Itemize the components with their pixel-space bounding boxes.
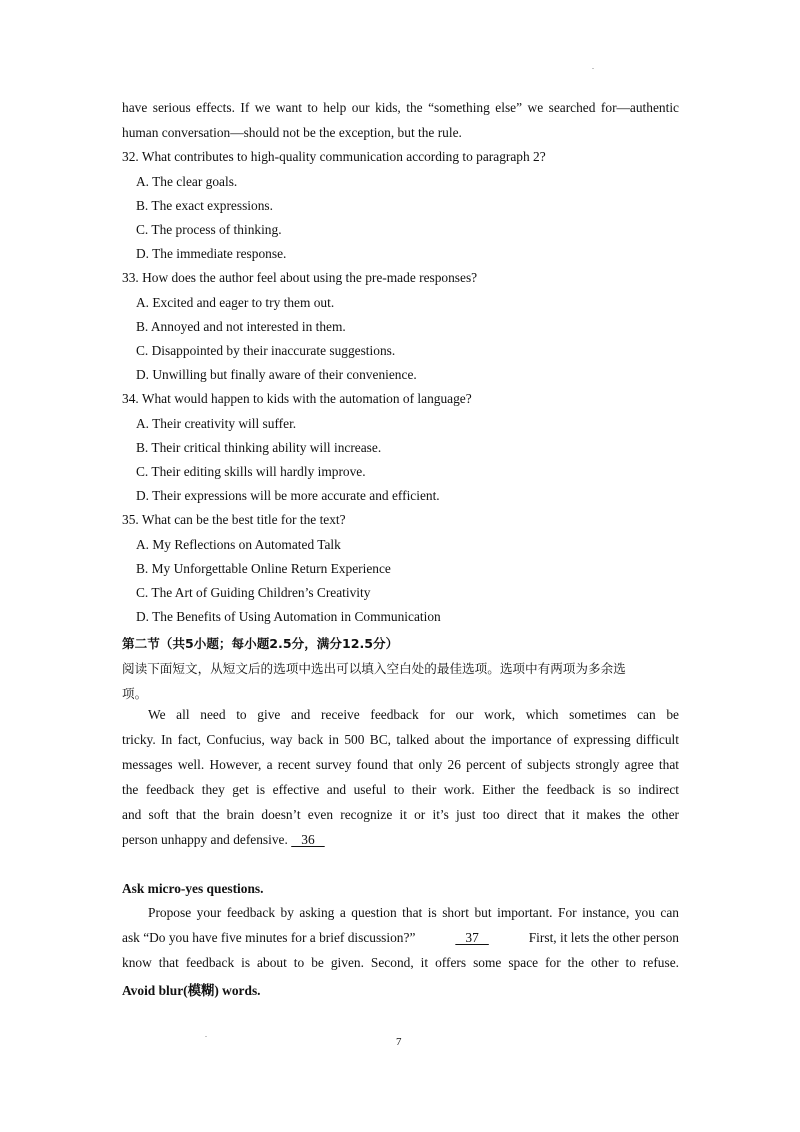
question-32-option-c: C. The process of thinking.: [136, 222, 282, 237]
question-34-option-c: C. Their editing skills will hardly improve.: [136, 464, 366, 479]
question-34-option-b: B. Their critical thinking ability will increase.: [136, 440, 382, 455]
question-35-option-a: A. My Reflections on Automated Talk: [136, 537, 341, 552]
paragraph-1-line-6-text: person unhappy and defensive.: [122, 832, 288, 847]
page-number: 7: [396, 1036, 402, 1048]
blank-37[interactable]: 37: [455, 930, 489, 945]
paragraph-2-line-2-pre: ask “Do you have five minutes for a brief discussion?”: [122, 930, 416, 945]
question-32-option-d: D. The immediate response.: [136, 246, 287, 261]
question-34-stem: 34. What would happen to kids with the automation of language?: [122, 391, 472, 406]
question-35-option-d: D. The Benefits of Using Automation in Communication: [136, 609, 441, 624]
question-35-option-c: C. The Art of Guiding Children’s Creativity: [136, 585, 371, 600]
passage-line-2: human conversation—should not be the exception, but the rule.: [122, 125, 462, 140]
question-34-option-d: D. Their expressions will be more accurate and efficient.: [136, 488, 440, 503]
subheading-ask-micro-yes-questions: Ask micro-yes questions.: [122, 881, 264, 896]
section-2-instructions-line-2: 项。: [122, 686, 148, 701]
blank-36[interactable]: 36: [291, 832, 325, 847]
scan-dot-bottom: .: [205, 1030, 207, 1039]
paragraph-1-line-3: messages well. However, a recent survey found that only 26 percent of subjects strongly agree that: [122, 757, 679, 772]
question-35-option-b: B. My Unforgettable Online Return Experience: [136, 561, 391, 576]
paragraph-2-line-1: Propose your feedback by asking a question that is short but important. For instance, you can: [148, 905, 679, 920]
paragraph-1-line-1: We all need to give and receive feedback for our work, which sometimes can be: [148, 707, 679, 722]
section-2-heading: 第二节（共5小题；每小题2.5分，满分12.5分）: [122, 636, 399, 651]
question-34-option-a: A. Their creativity will suffer.: [136, 416, 297, 431]
subheading-avoid-blur-words: Avoid blur(模糊) words.: [122, 983, 261, 998]
paragraph-1-line-5: and soft that the brain doesn’t even recognize it or it’s just too direct that it makes the other: [122, 807, 679, 822]
question-33-option-b: B. Annoyed and not interested in them.: [136, 319, 346, 334]
question-32-option-a: A. The clear goals.: [136, 174, 238, 189]
question-32-stem: 32. What contributes to high-quality communication according to paragraph 2?: [122, 149, 546, 164]
paragraph-2-line-3: know that feedback is about to be given. Second, it offers some space for the other to refuse.: [122, 955, 679, 970]
paragraph-1-line-2: tricky. In fact, Confucius, way back in 500 BC, talked about the importance of expressing difficult: [122, 732, 679, 747]
scan-dot-top: .: [592, 62, 594, 71]
paragraph-2-line-2-post: First, it lets the other person: [528, 930, 679, 945]
section-2-instructions-line-1: 阅读下面短文，从短文后的选项中选出可以填入空白处的最佳选项。选项中有两项为多余选: [122, 661, 626, 676]
question-33-stem: 33. How does the author feel about using the pre-made responses?: [122, 270, 478, 285]
paragraph-1-line-6: [122, 832, 325, 848]
passage-line-1: have serious effects. If we want to help our kids, the “something else” we searched for—authentic: [122, 100, 679, 115]
question-32-option-b: B. The exact expressions.: [136, 198, 273, 213]
paragraph-1-line-4: the feedback they get is effective and useful to their work. Either the feedback is so indirect: [122, 782, 679, 797]
question-33-option-c: C. Disappointed by their inaccurate suggestions.: [136, 343, 396, 358]
paragraph-2-line-2: [122, 930, 679, 946]
question-33-option-a: A. Excited and eager to try them out.: [136, 295, 335, 310]
question-33-option-d: D. Unwilling but finally aware of their convenience.: [136, 367, 417, 382]
question-35-stem: 35. What can be the best title for the text?: [122, 512, 346, 527]
